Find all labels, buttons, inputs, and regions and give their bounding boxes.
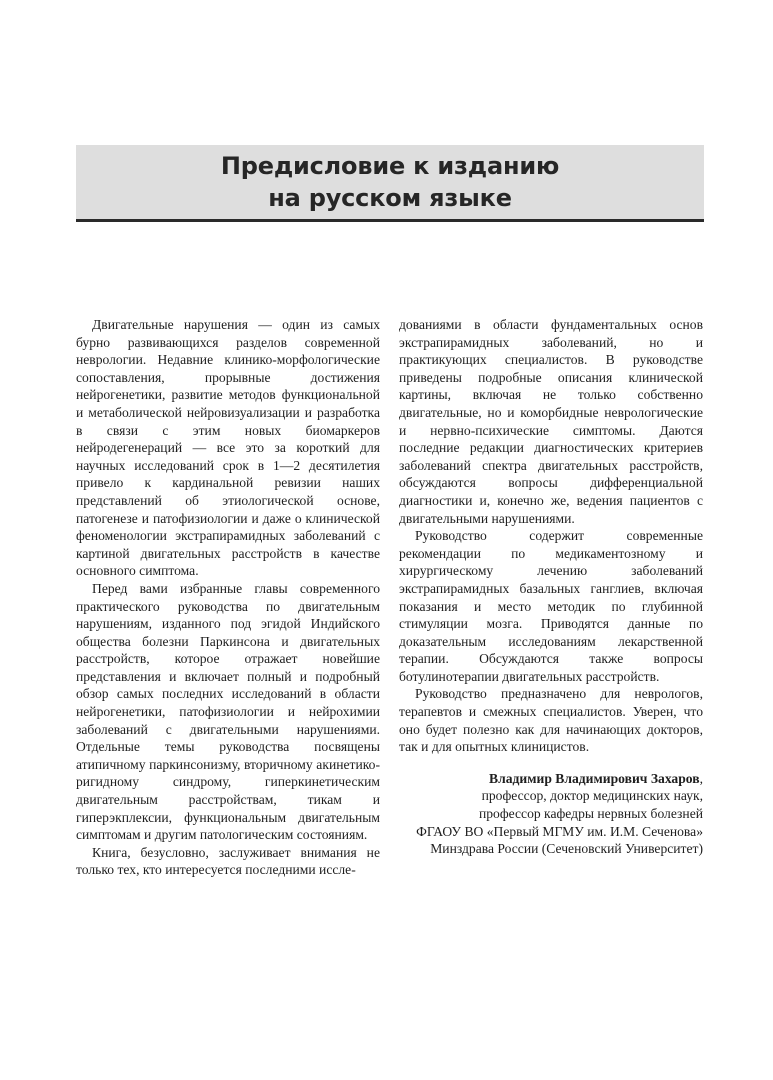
chapter-title-line-2: на русском языке — [268, 184, 512, 212]
paragraph: Двигательные нарушения — один из самых бурно развивающихся разделов современной неврологии. Недавние клинико-морфологические сопоставления, прорывные достижения нейрогенетики, развитие методов функциональной и метаболической нейровизуализации и разработка в связи с этим новых биомаркеров нейродегенераций — все это за короткий для научных исследований срок в 1—2 десятилетия привело к кардинальной ревизии наших представлений об этиологической основе, патогенезе и патофизиологии и даже о клинической феноменологии экстрапирамидных заболеваний с картиной двигательных расстройств в качестве основного симптома. — [76, 317, 380, 579]
left-text-column — [76, 316, 380, 879]
author-signature — [399, 770, 703, 858]
paragraph: Руководство предназначено для неврологов, терапевтов и смежных специалистов. Уверен, что оно будет полезно как для начинающих докторов, так и для опытных клиницистов. — [399, 686, 703, 755]
chapter-heading-box — [76, 145, 704, 222]
chapter-title-line-1: Предисловие к изданию — [220, 152, 560, 180]
author-name: Владимир Владимирович Захаров — [489, 770, 700, 786]
author-institution: ФГАОУ ВО «Первый МГМУ им. И.М. Сеченова» — [416, 823, 703, 839]
paragraph: Перед вами избранные главы современного практического руководства по двигательным нарушениям, изданного под эгидой Индийского общества болезни Паркинсона и двигательных расстройств, которое отражает новейшие представления и включает полный и подробный обзор самых последних исследований в области нейрогенетики, патофизиологии и нейрохимии заболеваний с двигательными нарушениями. Отдельные темы руководства посвящены атипичному паркинсонизму, вторичному акинетико-ригидному синдрому, гиперкинетическим двигательным расстройствам, тикам и гиперэкплексии, функциональным двигательным симптомам и другим патологическим состояниям. — [76, 580, 380, 843]
paragraph-continuation: дованиями в области фундаментальных основ экстрапирамидных заболеваний, но и практикующих специалистов. В руководстве приведены подробные описания клинической картины, включая не только собственно двигательные, но и коморбидные неврологические и нервно-психические симптомы. Даются последние редакции диагностических критериев заболеваний спектра двигательных расстройств, обсуждаются вопросы дифференциальной диагностики и, конечно же, ведения пациентов с двигательными нарушениями. — [399, 317, 703, 526]
author-ministry: Минздрава России (Сеченовский Университет) — [430, 841, 703, 857]
right-text-column — [399, 316, 703, 858]
author-credential: профессор, доктор медицинских наук, — [481, 788, 703, 804]
paragraph: Руководство содержит современные рекомендации по медикаментозному и хирургическому лечению заболеваний экстрапирамидных базальных ганглиев, включая показания и место методик по глубинной стимуляции мозга. Приводятся данные по доказательным исследованиям лекарственной терапии. Обсуждаются также вопросы ботулинотерапии двигательных расстройств. — [399, 528, 703, 684]
author-name-line — [399, 770, 703, 788]
paragraph: Книга, безусловно, заслуживает внимания не только тех, кто интересуется последними иссле- — [76, 844, 380, 878]
author-position: профессор кафедры нервных болезней — [478, 806, 703, 822]
author-name-suffix: , — [699, 770, 703, 786]
